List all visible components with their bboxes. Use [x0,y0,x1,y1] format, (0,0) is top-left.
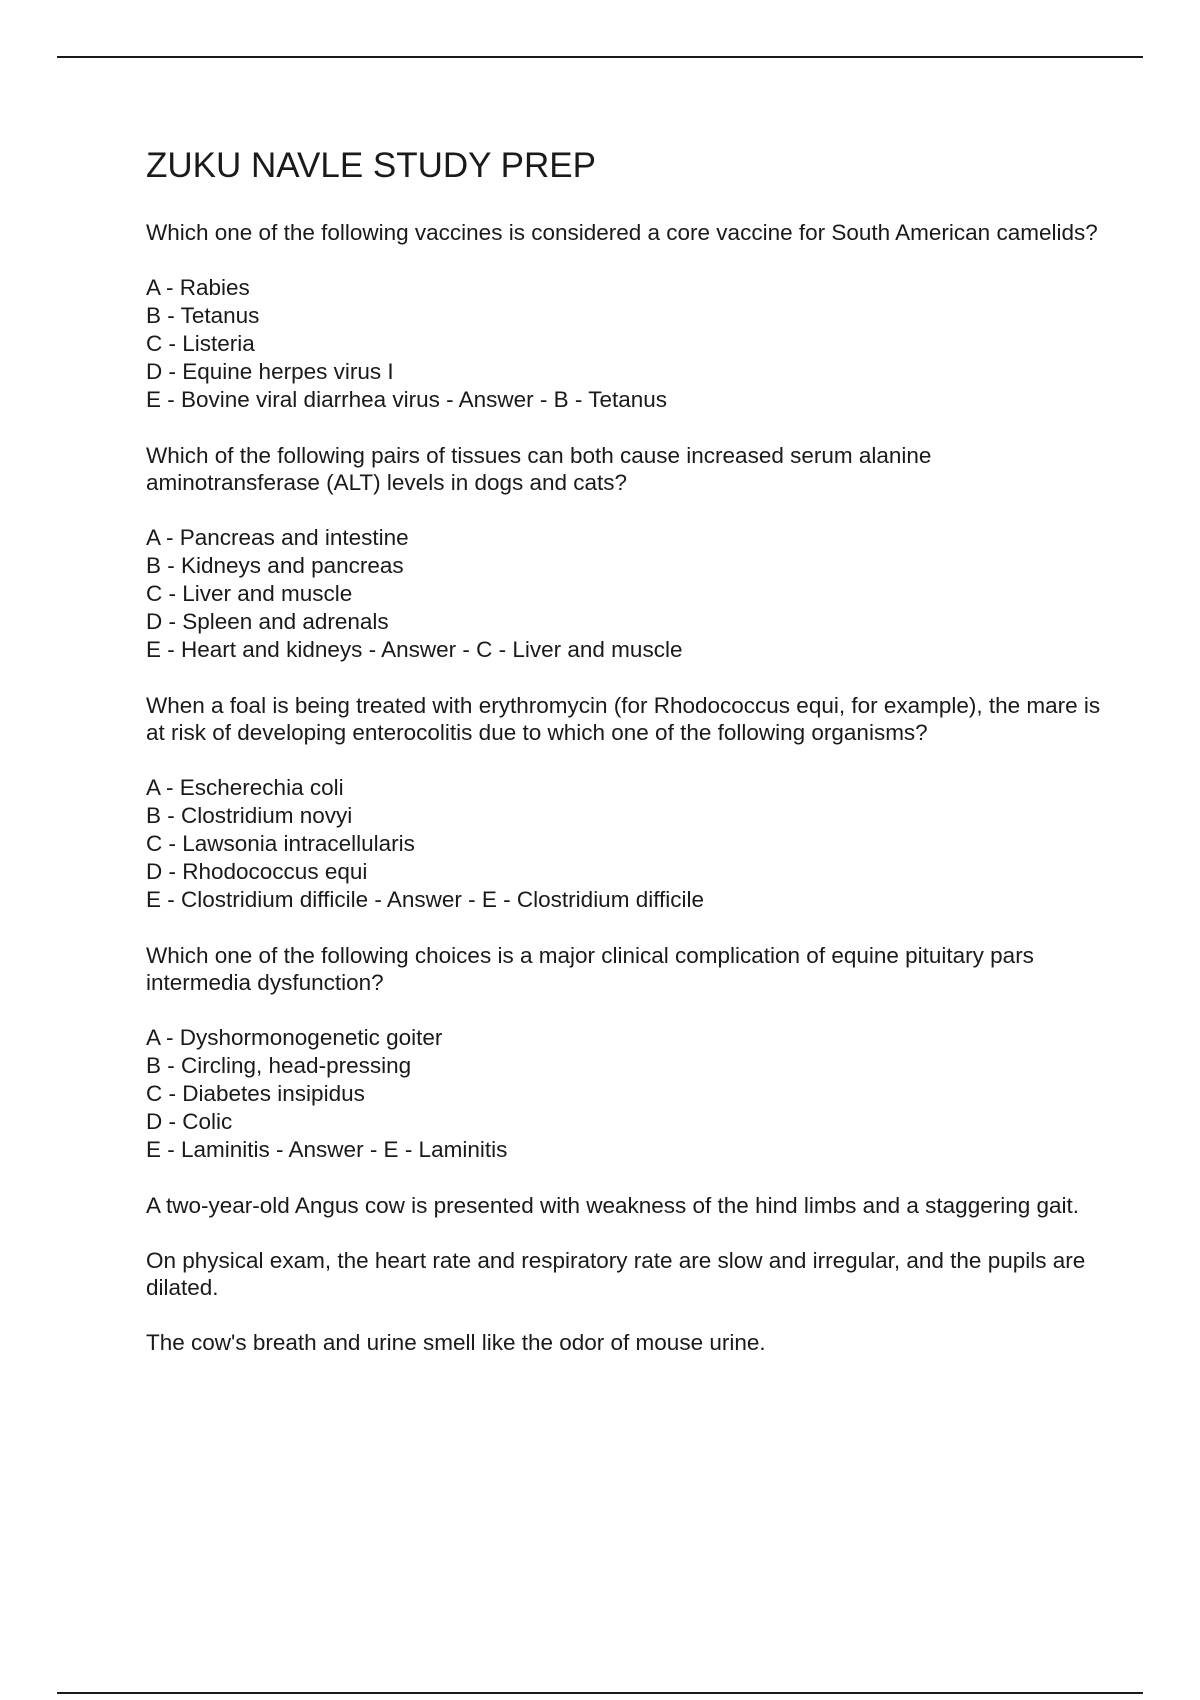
question-block [146,219,1106,414]
option-d: D - Colic [146,1109,233,1134]
option-c: C - Diabetes insipidus [146,1081,365,1106]
option-c: C - Lawsonia intracellularis [146,831,415,856]
option-c: C - Listeria [146,331,255,356]
option-e-with-answer: E - Bovine viral diarrhea virus - Answer - B - Tetanus [146,387,668,412]
answer-options [146,1024,1106,1164]
option-e-with-answer: E - Clostridium difficile - Answer - E - Clostridium difficile [146,887,705,912]
option-b: B - Kidneys and pancreas [146,553,404,578]
option-b: B - Circling, head-pressing [146,1053,412,1078]
document-body [146,145,1106,1384]
option-a: A - Dyshormonogenetic goiter [146,1025,443,1050]
option-e-with-answer: E - Heart and kidneys - Answer - C - Liver and muscle [146,637,683,662]
question-block [146,942,1106,1164]
question-stem: Which of the following pairs of tissues can both cause increased serum alanine aminotransferase (ALT) levels in dogs and cats? [146,443,932,495]
bottom-divider [57,1692,1143,1694]
option-a: A - Pancreas and intestine [146,525,409,550]
question-block [146,442,1106,664]
answer-options [146,274,1106,414]
option-a: A - Escherechia coli [146,775,344,800]
option-a: A - Rabies [146,275,250,300]
option-d: D - Equine herpes virus I [146,359,394,384]
case-paragraph: A two-year-old Angus cow is presented with weakness of the hind limbs and a staggering gait. [146,1193,1080,1218]
case-description [146,1192,1106,1356]
top-divider [57,56,1143,58]
option-b: B - Clostridium novyi [146,803,353,828]
answer-options [146,524,1106,664]
answer-options [146,774,1106,914]
option-d: D - Spleen and adrenals [146,609,389,634]
question-stem: Which one of the following vaccines is considered a core vaccine for South American camelids? [146,220,1098,245]
option-e-with-answer: E - Laminitis - Answer - E - Laminitis [146,1137,508,1162]
question-stem: Which one of the following choices is a major clinical complication of equine pituitary pars intermedia dysfunction? [146,943,1034,995]
case-paragraph: The cow's breath and urine smell like the odor of mouse urine. [146,1330,766,1355]
option-b: B - Tetanus [146,303,260,328]
document-title: ZUKU NAVLE STUDY PREP [146,146,596,185]
option-c: C - Liver and muscle [146,581,353,606]
question-stem: When a foal is being treated with erythromycin (for Rhodococcus equi, for example), the mare is at risk of developing enterocolitis due to which one of the following organisms? [146,693,1101,745]
option-d: D - Rhodococcus equi [146,859,368,884]
question-block [146,692,1106,914]
case-paragraph: On physical exam, the heart rate and respiratory rate are slow and irregular, and the pupils are dilated. [146,1248,1086,1300]
